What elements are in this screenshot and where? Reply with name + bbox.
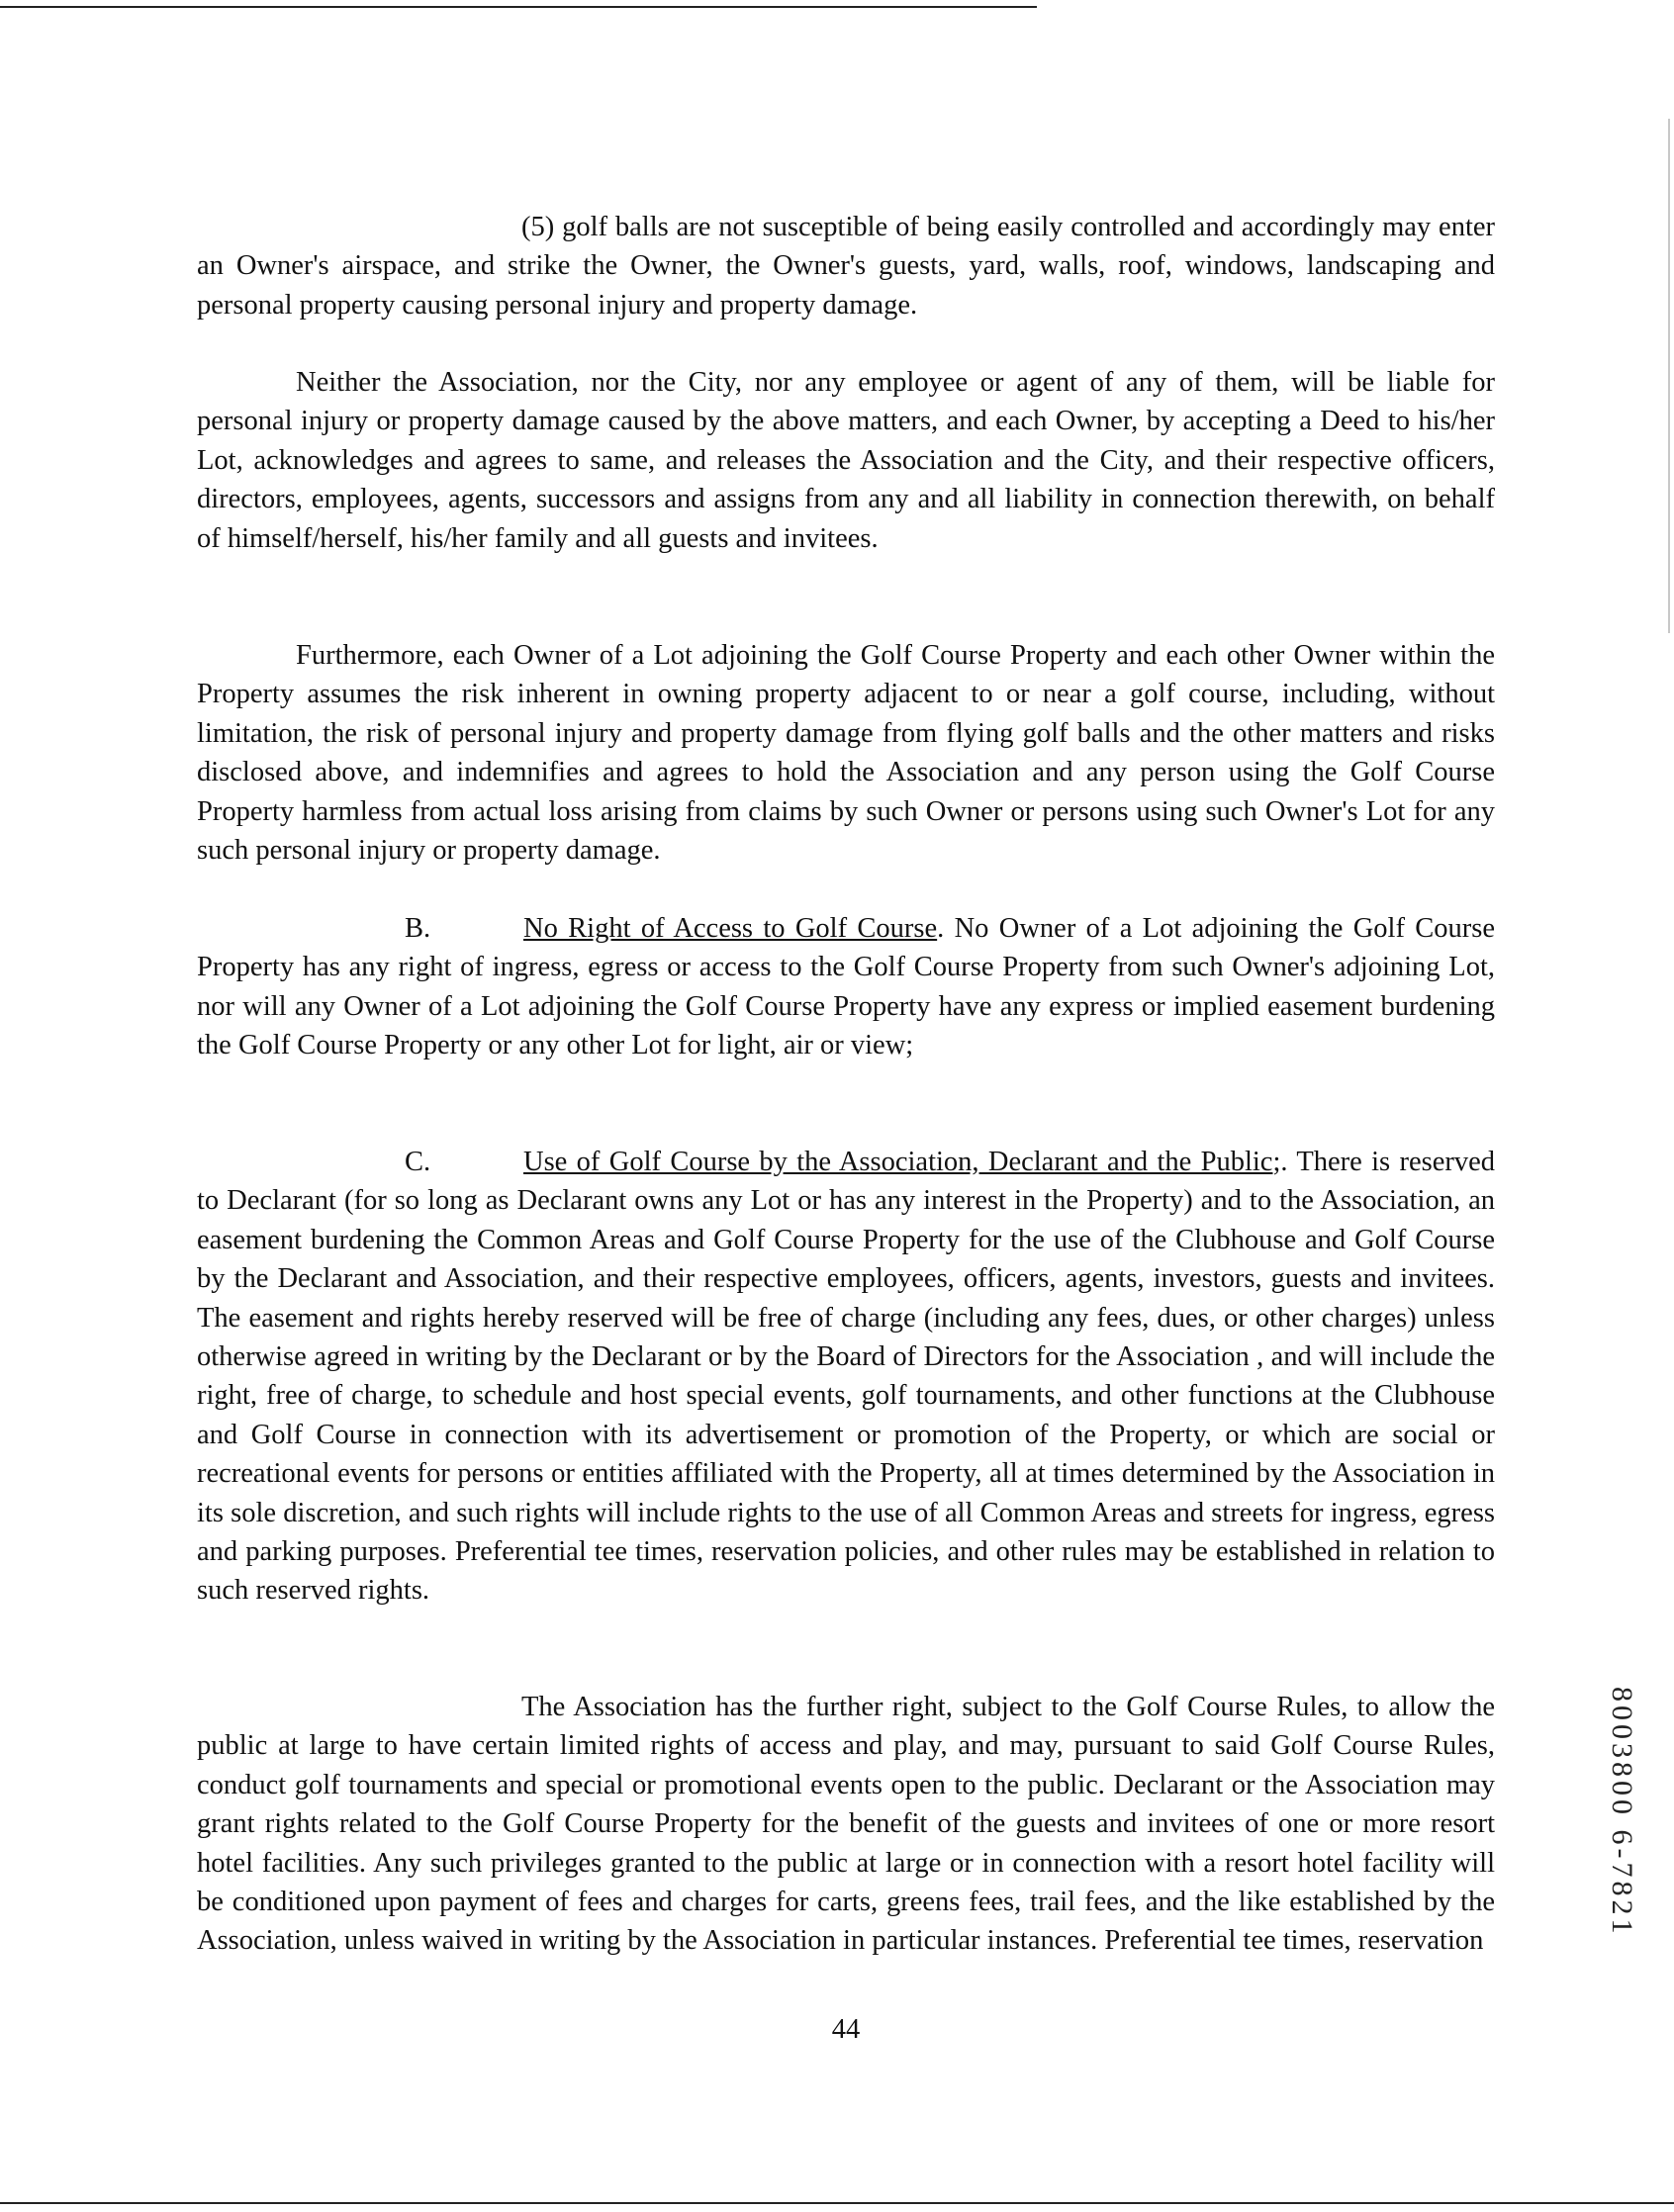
section-c-body: ;. There is reserved to Declarant (for so long as Declarant owns any Lot or has any interest in the Property) and to the Association, an easement burdening the Common Areas and Golf Course Property for the use of the Clubhouse and Golf Course by the Declarant and Association, and their respective employees, officers, agents, investors, guests and invitees. The easement and rights hereby reserved will be free of charge (including any fees, dues, or other charges) unless otherwise agreed in writing by the Declarant or by the Board of Directors for the Association , and will include the right, free of charge, to schedule and host special events, golf tournaments, and other functions at the Clubhouse and Golf Course in connection with its advertisement or promotion of the Property, or which are social or recreational events for persons or entities affiliated with the Property, all at times determined by the Association in its sole discretion, and such rights will include rights to the use of all Common Areas and streets for ingress, egress and parking purposes. Preferential tee times, reservation policies, and other rules may be established in relation to such reserved rights.: [197, 1147, 1496, 1607]
section-b-paragraph: [197, 909, 1495, 1065]
section-c-paragraph: [197, 1143, 1495, 1611]
furthermore-paragraph: Furthermore, each Owner of a Lot adjoining the Golf Course Property and each other Owner within the Property assumes the risk inherent in owning property adjacent to or near a golf course, including, without limitation, the risk of personal injury and property damage from flying golf balls and the other matters and risks disclosed above, and indemnifies and agrees to hold the Association and any person using the Golf Course Property harmless from actual loss arising from claims by such Owner or persons using such Owner's Lot for any such personal injury or property damage.: [197, 640, 1495, 867]
section-b-label: B.: [405, 913, 431, 944]
section-c-heading: Use of Golf Course by the Association, Declarant and the Public: [523, 1147, 1273, 1177]
page-number: 44: [831, 2014, 861, 2045]
neither-paragraph: Neither the Association, nor the City, nor any employee or agent of any of them, will be liable for personal injury or property damage caused by the above matters, and each Owner, by accepting a Deed to his/her Lot, acknowledges and agrees to same, and releases the Association and the City, and their respective officers, directors, employees, agents, successors and assigns from any and all liability in connection therewith, on behalf of himself/herself, his/her family and all guests and invitees.: [197, 367, 1495, 554]
top-scan-rule: [0, 6, 1037, 8]
right-scan-edge: [1668, 119, 1670, 633]
recording-stamp: 8003800 6-7821: [1606, 1687, 1638, 1938]
bottom-scan-rule: [0, 2202, 1674, 2204]
item-5-paragraph: (5) golf balls are not susceptible of being easily controlled and accordingly may enter an Owner's airspace, and strike the Owner, the Owner's guests, yard, walls, roof, windows, landscaping and personal property causing personal injury and property damage.: [197, 212, 1495, 321]
section-c-label: C.: [405, 1147, 431, 1177]
section-b-body: . No Owner of a Lot adjoining the Golf Course Property has any right of ingress, egress or access to the Golf Course Property from such Owner's adjoining Lot, nor will any Owner of a Lot adjoining the Golf Course Property have any express or implied easement burdening the Golf Course Property or any other Lot for light, air or view;: [197, 913, 1495, 1061]
association-paragraph: The Association has the further right, subject to the Golf Course Rules, to allow the public at large to have certain limited rights of access and play, and may, pursuant to said Golf Course Rules, conduct golf tournaments and special or promotional events open to the public. Declarant or the Association may grant rights related to the Golf Course Property for the benefit of the guests and invitees of one or more resort hotel facilities. Any such privileges granted to the public at large or in connection with a resort hotel facility will be conditioned upon payment of fees and charges for carts, greens fees, trail fees, and the like established by the Association, unless waived in writing by the Association in particular instances. Preferential tee times, reservation: [197, 1692, 1495, 1957]
section-b-heading: No Right of Access to Golf Course: [523, 913, 938, 944]
